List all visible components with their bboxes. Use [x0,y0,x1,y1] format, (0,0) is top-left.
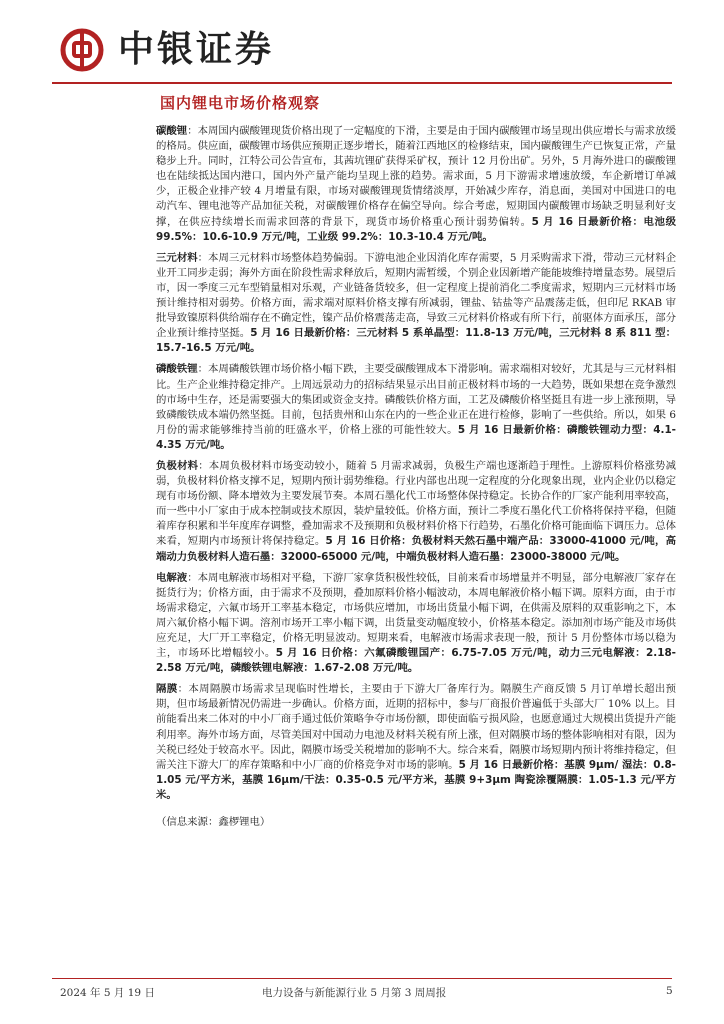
paragraph-price: 5 月 16 日最新价格：三元材料 5 系单晶型：11.8-13 万元/吨，三元材料 8 系 811 型：15.7-16.5 万元/吨。 [156,327,677,355]
paragraph-label: 磷酸铁锂 [156,363,198,376]
paragraph-anode-materials [156,459,676,565]
header-divider [52,82,672,84]
paragraph-label: 隔膜 [156,683,178,696]
paragraph-label: 电解液 [156,571,188,584]
paragraph-label: 三元材料 [156,251,198,264]
paragraph-body: ：本周电解液市场相对平稳，下游厂家拿货积极性较低，目前来看市场增量并不明显，部分电解液厂家存在挺货行为；价格方面，由于需求不及预期，叠加原料价格小幅波动，本周电解液价格小幅下调。原料方面，由于市场需求稳定，六氟市场开工率基本稳定，市场供应增加，市场出货量小幅下调，在供需及原料的双重影响之下，本周六氟价格小幅下调。溶剂市场开工率小幅下调，出货量变动幅度较小，价格基本稳定。添加剂市场产能及市场供应充足，大厂开工率稳定，价格无明显波动。短期来看，电解液市场需求表现一般，预计 5 月份整体市场以稳为主，市场环比增幅较小。 [156,571,676,660]
paragraph-lfp [156,362,676,453]
paragraph-label: 负极材料 [156,459,199,472]
paragraph-price: 5 月 16 日最新价格：基膜 9μm/ 湿法：0.8-1.05 元/平方米，基膜 16μm/干法：0.35-0.5 元/平方米，基膜 9+3μm 陶瓷涂覆隔膜：1.05-1.3 元/平方米。 [156,758,676,801]
page-header [60,24,664,76]
info-source: （信息来源：鑫椤锂电） [156,816,271,829]
paragraph-body: ：本周隔膜市场需求呈现临时性增长，主要由于下游大厂备库行为。隔膜生产商反馈 5 月订单增长超出预期，但市场最新情况仍需进一步确认。价格方面，近期的招标中，参与厂商报价普遍低于头部大厂 10% 以上。目前能看出来二体对的中小厂商手通过低价策略争夺市场份额，即使面临亏损风险，也愿意通过大规模出货提升产能利用率。海外市场方面，尽管美国对中国动力电池及材料关税有所上涨，但对隔膜市场的整体影响相对有限，因为关税已经处于较高水平。因此，隔膜市场受关税增加的影响不大。综合来看，隔膜市场短期内预计将维持稳定，但需关注下游大厂的库存策略和中小厂商的价格竞争对市场的影响。 [156,683,677,771]
paragraph-price: 5 月 16 日价格：六氟磷酸锂国产：6.75-7.05 万元/吨，动力三元电解液：2.18-2.58 万元/吨，磷酸铁锂电解液：1.67-2.08 万元/吨。 [156,647,676,675]
footer-report-title: 电力设备与新能源行业 5 月第 3 周周报 [262,987,447,999]
paragraph-price: 5 月 16 日最新价格：磷酸铁锂动力型：4.1-4.35 万元/吨。 [156,423,676,451]
paragraph-lithium-carbonate [156,124,676,245]
bank-of-china-logo-icon [60,28,104,72]
report-body [156,124,676,830]
brand-name: 中银证券 [118,29,275,70]
paragraph-separator [156,682,676,803]
paragraph-body: ：本周三元材料市场整体趋势偏弱。下游电池企业因消化库存需要，5 月采购需求下滑，带动三元材料企业开工同步走弱；海外方面在阶段性需求释放后，短期内需暂缓，个别企业因新增产能能坡维持增量态势。展望后市，因一季度三元车型销量相对乐观，产业链备货较多，但一定程度上提前消化二季度需求，短期内三元材料市场预计维持相对弱势。价格方面，需求端对原料价格支撑有所减弱，锂盐、钴盐等产品震荡走低，但印尼 RKAB 审批导致镍原料供给端存在不确定性，镍产品价格震荡走高，导致三元材料价格或有所下行，前驱体方面承压，部分企业预计维持坚挺。 [156,251,676,340]
footer-divider [52,978,672,979]
paragraph-price: 5 月 16 日最新价格：电池级 99.5%：10.6-10.9 万元/吨，工业级 99.2%：10.3-10.4 万元/吨。 [156,215,676,243]
footer-date: 2024 年 5 月 19 日 [60,987,155,999]
paragraph-ternary-materials [156,251,676,357]
paragraph-body: ：本周国内碳酸锂现货价格出现了一定幅度的下滑，主要是由于国内碳酸锂市场呈现出供应增长与需求放缓的格局。供应面，碳酸锂市场供应预期正逐步增长，随着江西地区的检修结束，国内碳酸锂生产已恢复正常，产量稳步上升。同时，江特公司公告宣布，其茜坑锂矿获得采矿权，预计 12 月份出矿。另外，5 月海外进口的碳酸锂也在陆续抵达国内港口，国内外产量产能均呈现上涨的趋势。需求面，5 月下游需求增速放缓，车企新增订单减少，正极企业排产较 4 月增量有限，市场对碳酸锂现货情绪淡厚，开始减少库存，消息面，美国对中国进口的电动汽车、锂电池等产品加征关税，对碳酸锂价格存在偏空导向。综合考虑，短期国内碳酸锂市场缺乏明显利好支撑，在供应持续增长而需求回落的背景下，现货市场价格重心预计弱势偏转。 [156,125,676,228]
paragraph-body: ：本周磷酸铁锂市场价格小幅下跌，主要受碳酸锂成本下滑影响。需求端相对较好，尤其是与三元材料相比。生产企业维持稳定排产。上周远景动力的招标结果显示出目前正极材料市场的一大趋势，既如果想在竞争激烈的市场中生存，还是需要强大的集团或资金支持。磷酸铁价格方面，工艺及磷酸价格坚挺且有进一步上涨预期，导致磷酸铁成本端仍然坚挺。目前，包括贵州和山东在内的一些企业正在进行检修，影响了一些供给。所以，如果 6 月份的需求能够维持当前的旺盛水平，价格上涨的可能性较大。 [156,363,677,436]
paragraph-body: ：本周负极材料市场变动较小，随着 5 月需求减弱，负极生产端也逐渐趋于理性。上游原料价格涨势减弱，负极材料价格支撑不足，短期内预计弱势维稳。行业内部也出现一定程度的分化现象出现，业内企业仍以稳定现有市场份额、降本增效为主要发展节奏。本周石墨化代工市场整体保持稳定。长协合作的厂家产能利用率较高，而一些中小厂家由于成本控制或技术原因，装炉量较低。价格方面，预计二季度石墨化代工价格将保持平稳，但随着库存积累和半年度库存调整，叠加需求不及预期和负极材料价格下行趋势，石墨化价格可能面临下调压力。总体来看，短期内市场预计将保持稳定。 [156,459,676,548]
section-title: 国内锂电市场价格观察 [160,94,321,112]
paragraph-price: 5 月 16 日价格：负极材料天然石墨中端产品：33000-41000 元/吨，高端动力负极材料人造石墨：32000-65000 元/吨，中端负极材料人造石墨：23000-38000 元/吨。 [156,535,677,563]
paragraph-electrolyte [156,571,676,677]
page-number: 5 [666,985,673,997]
paragraph-label: 碳酸锂 [156,125,188,137]
